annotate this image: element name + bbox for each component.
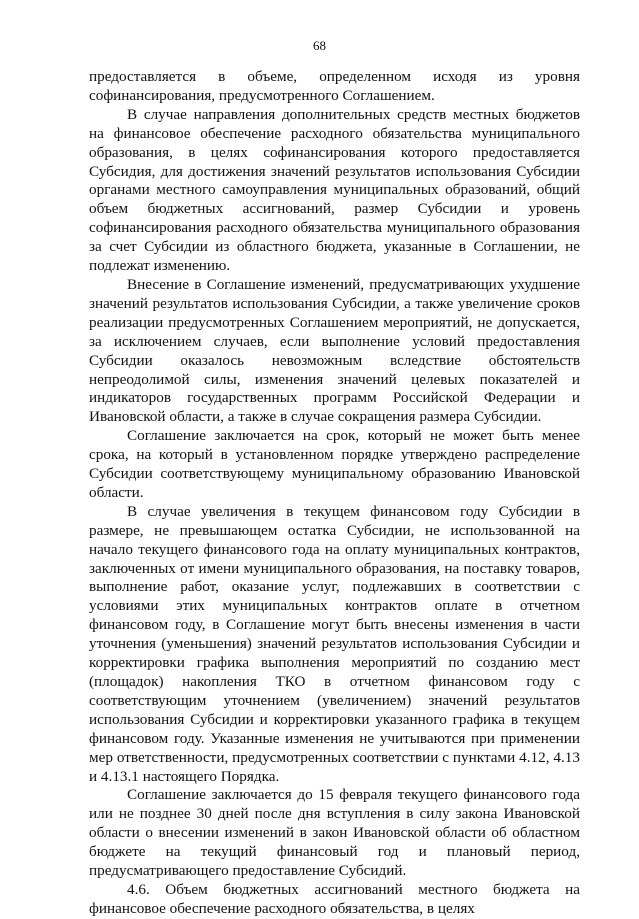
paragraph-additional-funds: В случае направления дополнительных средств местных бюджетов на финансовое обеспечение расходного обязательства муниципального образования, в целях софинансирования которого предоставляется Субсидия, для достижения значений результатов использования Субсидии органами местного самоуправления муниципальных образований, общий объем бюджетных ассигнований, размер Субсидии и уровень софинансирования расходного обязательства муниципального образования за счет Субсидии из областного бюджета, указанные в Соглашении, не подлежат изменению. xyxy=(89,105,580,275)
paragraph-continuation: предоставляется в объеме, определенном исходя из уровня софинансирования, предусмотренного Соглашением. xyxy=(89,68,580,104)
paragraph-agreement-deadline: Соглашение заключается до 15 февраля текущего финансового года или не позднее 30 дней после дня вступления в силу закона Ивановской области о внесении изменений в закон Ивановской области об областном бюджете на текущий финансовый год и плановый период, предусматривающего предоставление Субсидий. xyxy=(89,786,580,880)
page-number: 68 xyxy=(313,38,326,53)
paragraph-subsidy-increase: В случае увеличения в текущем финансовом году Субсидии в размере, не превышающем остатка Субсидии, не использованной на начало текущего финансового года на оплату муниципальных контрактов, заключенных от имени муниципального образования, на поставку товаров, выполнение работ, оказание услуг, подлежавших в соответствии с условиями этих муниципальных контрактов оплате в отчетном финансовом году, в Соглашение могут быть внесены изменения в части уточнения (уменьшения) значений результатов использования Субсидии и корректировки графика выполнения мероприятий по созданию мест (площадок) накопления ТКО в отчетном финансовом году с соответствующим уточнением (увеличением) значений результатов использования Субсидии и корректировки указанного графика в текущем финансовом году. Указанные изменения не учитываются при применении мер ответственности, предусмотренных соответствии с пунктами 4.12, 4.13 и 4.13.1 настоящего Порядка. xyxy=(89,502,580,785)
document-body xyxy=(89,68,580,919)
paragraph-section-4-6: 4.6. Объем бюджетных ассигнований местного бюджета на финансовое обеспечение расходного обязательства, в целях xyxy=(89,880,580,917)
paragraph-agreement-term: Соглашение заключается на срок, который не может быть менее срока, на который в установленном порядке утверждено распределение Субсидии соответствующему муниципальному образованию Ивановской области. xyxy=(89,427,580,501)
paragraph-amendments: Внесение в Соглашение изменений, предусматривающих ухудшение значений результатов использования Субсидии, а также увеличение сроков реализации предусмотренных Соглашением мероприятий, не допускается, за исключением случаев, если выполнение условий предоставления Субсидии оказалось невозможным вследствие обстоятельств непреодолимой силы, изменения значений целевых показателей и индикаторов государственных программ Российской Федерации и Ивановской области, а также в случае сокращения размера Субсидии. xyxy=(89,275,580,426)
